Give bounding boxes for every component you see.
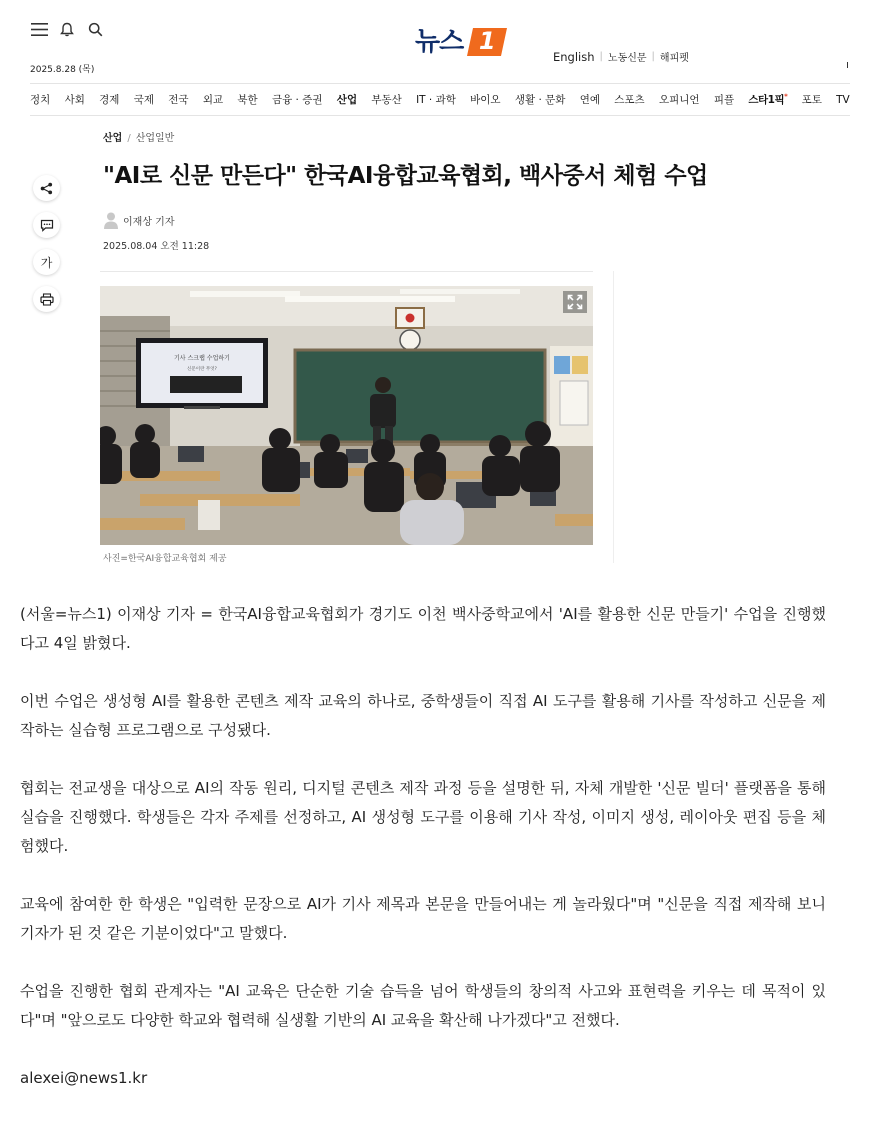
reporter-avatar-icon [103,211,119,229]
article-side-tools [33,175,60,312]
nav-item-entertainment[interactable]: 연예 [579,94,600,106]
expand-icon [567,294,583,310]
nav-item-politics[interactable]: 정치 [30,94,51,106]
nav-item-industry[interactable]: 산업 [336,94,358,106]
column-divider [613,271,614,563]
nav-item-people[interactable]: 피플 [713,94,735,106]
logo-text: 뉴스 [415,27,464,57]
nav-item-real-estate[interactable]: 부동산 [371,94,402,106]
tv-screen-title: 기사 스크랩 수업하기 [174,355,230,362]
print-icon [40,293,54,306]
link-divider: | [599,51,603,62]
nav-item-economy[interactable]: 경제 [99,94,120,106]
comment-button[interactable] [33,212,60,238]
link-divider: | [651,51,655,62]
logo-badge [465,26,509,58]
logo-badge-number: 1 [478,27,496,55]
published-time: 2025.08.04 오전 11:28 [103,241,210,252]
article-paragraph: 이번 수업은 생성형 AI를 활용한 콘텐츠 제작 교육의 하나로, 중학생들이 직접 AI 도구를 활용해 기사를 작성하고 신문을 제작하는 실습형 프로그램으로 구성됐다. [20,692,826,739]
breadcrumb-separator: / [127,133,131,144]
link-labor-newspaper[interactable]: 노동신문 [607,53,647,64]
comment-icon [40,219,54,232]
main-nav [30,83,850,116]
nav-item-it-science[interactable]: IT · 과학 [416,94,456,106]
reporter-info [103,211,174,229]
nav-item-tv[interactable]: TV [836,93,850,106]
nav-item-photo[interactable]: 포토 [801,94,822,106]
current-date: 2025.8.28 (목) [30,65,95,75]
article-title: "AI로 신문 만든다" 한국AI융합교육협회, 백사중서 체험 수업 [103,163,708,189]
font-size-icon: 가 [40,255,53,270]
link-english[interactable]: English [553,49,595,64]
nav-item-opinion[interactable]: 오피니언 [658,94,700,106]
link-happypet[interactable]: 해피펫 [659,53,689,64]
header-edge-mark [847,62,848,68]
meta-divider [100,271,593,272]
nav-item-life-culture[interactable]: 생활 · 문화 [514,94,566,106]
sub-links [553,49,689,64]
breadcrumb-subsection[interactable]: 산업일반 [135,133,175,144]
nav-item-star1pick[interactable] [748,92,787,107]
print-button[interactable] [33,286,60,312]
expand-photo-button[interactable] [563,291,587,313]
classroom-photo [100,286,593,545]
menu-icon[interactable] [30,20,48,38]
nav-item-sports[interactable]: 스포츠 [614,94,645,106]
nav-item-international[interactable]: 국제 [133,94,154,106]
header-utility-icons [30,20,104,38]
article-photo[interactable] [100,286,593,545]
news1-logo[interactable] [415,26,509,58]
article-paragraph: 수업을 진행한 협회 관계자는 "AI 교육은 단순한 기술 습득을 넘어 학생들의 창의적 사고와 표현력을 키우는 데 목적이 있다"며 "앞으로도 다양한 학교와 협력해 실생활 기반의 AI 교육을 확산해 나가겠다"고 전했다. [20,982,826,1029]
breadcrumb [103,129,174,144]
article-paragraph: 협회는 전교생을 대상으로 AI의 작동 원리, 디지털 콘텐츠 제작 과정 등을 설명한 뒤, 자체 개발한 '신문 빌더' 플랫폼을 통해 실습을 진행했다. 학생들은 각자 주제를 선정하고, AI 생성형 도구를 이용해 기사 작성, 이미지 생성, 레이아웃 편집 등을 체험했다. [20,779,826,855]
bell-icon[interactable] [58,20,76,38]
search-icon[interactable] [86,20,104,38]
star1pick-label: 스타1픽 [748,94,785,106]
tv-screen-subtitle: 신문이란 무엇? [187,367,217,372]
nav-item-bio[interactable]: 바이오 [470,94,501,106]
nav-item-society[interactable]: 사회 [64,94,85,106]
nav-item-national[interactable]: 전국 [168,94,189,106]
nav-item-north-korea[interactable]: 북한 [237,94,258,106]
reporter-email[interactable]: alexei@news1.kr [20,1069,148,1087]
nav-item-diplomacy[interactable]: 외교 [202,94,224,106]
font-size-button[interactable] [33,249,60,275]
photo-caption: 사진=한국AI융합교육협회 제공 [103,554,227,564]
article-paragraph: 교육에 참여한 한 학생은 "입력한 문장으로 AI가 기사 제목과 본문을 만들어내는 게 놀라웠다"며 "신문을 직접 제작해 보니 기자가 된 것 같은 기분이었다"고 말했다. [20,895,826,942]
article-paragraph: (서울=뉴스1) 이재상 기자 = 한국AI융합교육협회가 경기도 이천 백사중학교에서 'AI를 활용한 신문 만들기' 수업을 진행했다고 4일 밝혔다. [20,605,826,652]
star1pick-mark: * [784,92,788,101]
share-icon [40,182,53,195]
breadcrumb-section[interactable]: 산업 [103,133,123,144]
nav-item-finance[interactable]: 금융 · 증권 [271,94,323,106]
share-button[interactable] [33,175,60,201]
article-body [20,600,826,1122]
reporter-name[interactable]: 이재상 기자 [123,216,175,228]
